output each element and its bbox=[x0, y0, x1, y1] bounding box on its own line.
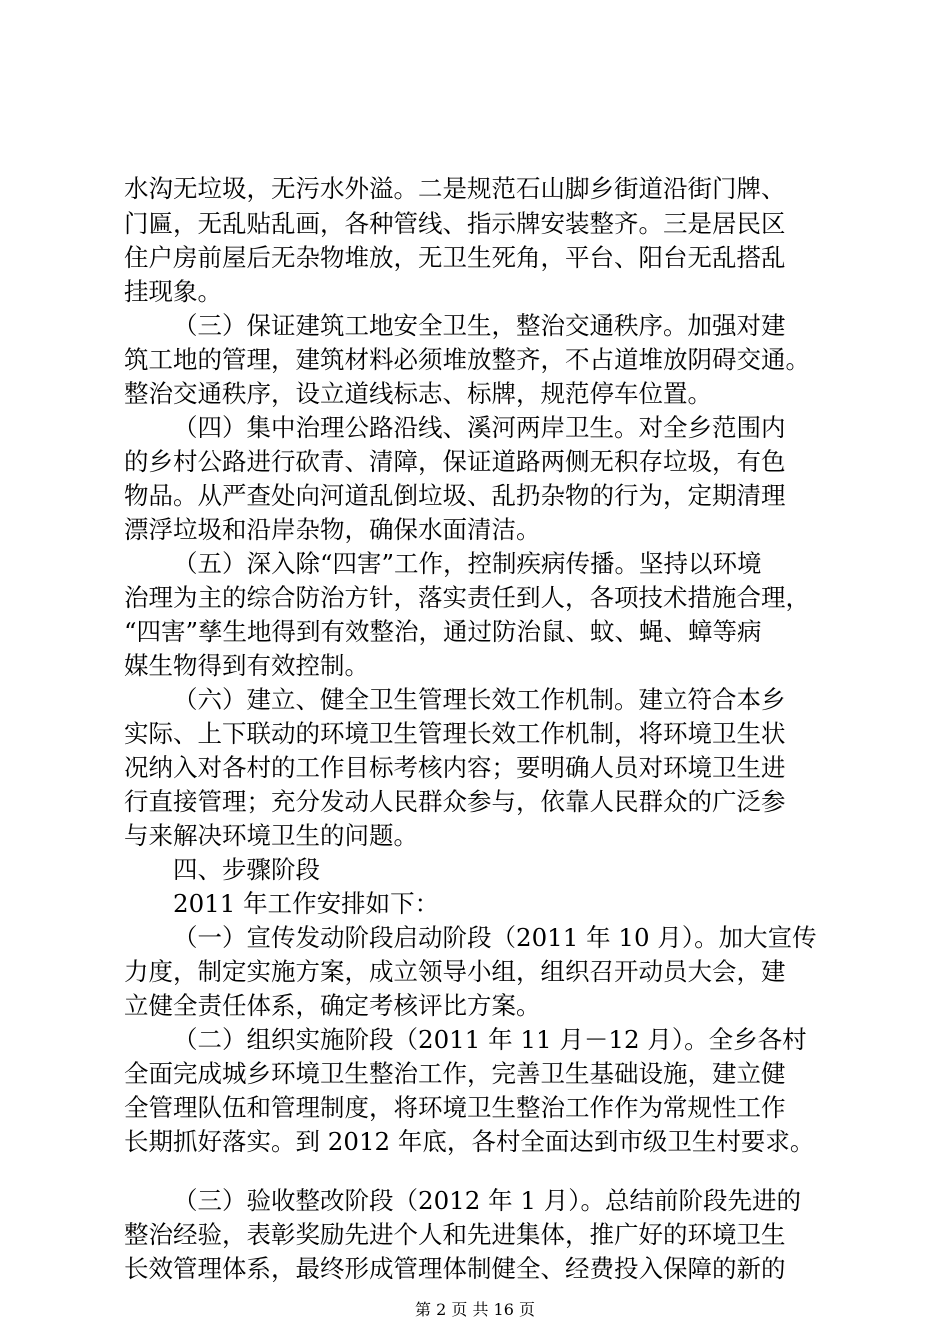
text-line: 物品。从严查处向河道乱倒垃圾、乱扔杂物的行为，定期清理 bbox=[124, 481, 786, 510]
section-heading: 四、步骤阶段 bbox=[173, 855, 320, 884]
text-line: （一）宣传发动阶段启动阶段（2011 年 10 月）。加大宣传 bbox=[173, 923, 817, 952]
text-line: 况纳入对各村的工作目标考核内容；要明确人员对环境卫生进 bbox=[124, 753, 786, 782]
text-line: 整治经验，表彰奖励先进个人和先进集体，推广好的环境卫生 bbox=[124, 1220, 786, 1249]
text-line: 门匾，无乱贴乱画，各种管线、指示牌安装整齐。三是居民区 bbox=[124, 209, 786, 238]
text-line: 漂浮垃圾和沿岸杂物，确保水面清洁。 bbox=[124, 515, 541, 544]
text-line: 的乡村公路进行砍青、清障，保证道路两侧无积存垃圾，有色 bbox=[124, 447, 786, 476]
text-line: （二）组织实施阶段（2011 年 11 月－12 月）。全乡各村 bbox=[173, 1025, 807, 1054]
text-line: （三）验收整改阶段（2012 年 1 月）。总结前阶段先进的 bbox=[173, 1186, 802, 1215]
page-number: 第 2 页 共 16 页 bbox=[415, 1300, 535, 1319]
text-line: 长期抓好落实。到 2012 年底，各村全面达到市级卫生村要求。 bbox=[124, 1127, 815, 1156]
text-line: 整治交通秩序，设立道线标志、标牌，规范停车位置。 bbox=[124, 379, 712, 408]
text-line: （四）集中治理公路沿线、溪河两岸卫生。对全乡范围内 bbox=[173, 413, 786, 442]
text-line: （五）深入除“四害”工作，控制疾病传播。坚持以环境 bbox=[173, 549, 762, 578]
text-line: 与来解决环境卫生的问题。 bbox=[124, 821, 418, 850]
text-line: 水沟无垃圾，无污水外溢。二是规范石山脚乡街道沿街门牌、 bbox=[124, 174, 786, 203]
text-line: 实际、上下联动的环境卫生管理长效工作机制，将环境卫生状 bbox=[124, 719, 786, 748]
text-line: 全面完成城乡环境卫生整治工作，完善卫生基础设施，建立健 bbox=[124, 1059, 786, 1088]
text-line: （六）建立、健全卫生管理长效工作机制。建立符合本乡 bbox=[173, 685, 786, 714]
text-line: 行直接管理；充分发动人民群众参与，依靠人民群众的广泛参 bbox=[124, 787, 786, 816]
text-line: 长效管理体系，最终形成管理体制健全、经费投入保障的新的 bbox=[124, 1254, 786, 1283]
text-line: 筑工地的管理，建筑材料必须堆放整齐，不占道堆放阴碍交通。 bbox=[124, 345, 810, 374]
text-line: 2011 年工作安排如下： bbox=[173, 889, 440, 918]
text-line: “四害”孳生地得到有效整治，通过防治鼠、蚊、蝇、蟑等病 bbox=[124, 617, 762, 646]
text-line: 全管理队伍和管理制度，将环境卫生整治工作作为常规性工作 bbox=[124, 1093, 786, 1122]
text-line: 挂现象。 bbox=[124, 277, 222, 306]
text-line: 媒生物得到有效控制。 bbox=[124, 651, 369, 680]
text-line: （三）保证建筑工地安全卫生，整治交通秩序。加强对建 bbox=[173, 311, 786, 340]
text-line: 治理为主的综合防治方针，落实责任到人，各项技术措施合理， bbox=[124, 583, 810, 612]
text-line: 立健全责任体系，确定考核评比方案。 bbox=[124, 991, 541, 1020]
text-line: 住户房前屋后无杂物堆放，无卫生死角，平台、阳台无乱搭乱 bbox=[124, 243, 786, 272]
text-line: 力度，制定实施方案，成立领导小组，组织召开动员大会，建 bbox=[124, 957, 786, 986]
